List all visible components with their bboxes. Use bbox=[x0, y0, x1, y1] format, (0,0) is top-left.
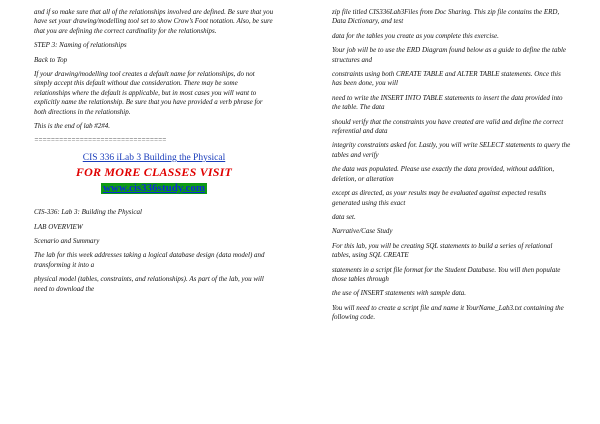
section-heading: Narrative/Case Study bbox=[332, 227, 393, 236]
paragraph: except as directed, as your results may be evaluated against expected results generated using this exact bbox=[332, 189, 547, 207]
section-heading: LAB OVERVIEW bbox=[34, 222, 83, 231]
left-column bbox=[34, 8, 274, 299]
course-title-link[interactable]: CIS 336 iLab 3 Building the Physical bbox=[82, 152, 226, 163]
paragraph: zip file titled CIS336Lab3Files from Doc Sharing. This zip file contains the ERD, Data Dictionary, and test bbox=[332, 8, 560, 26]
lab-title: CIS-336: Lab 3: Building the Physical bbox=[34, 208, 142, 217]
paragraph: If your drawing/modelling tool creates a default name for relationships, do not simply accept this default without due consideration. There may be some relationships where the default is applicable, but in most cases you will want to explicitly name the relationship. Be sure that you have provided a verb phrase for both directions in the relationship. bbox=[34, 70, 263, 116]
paragraph: the data was populated. Please use exactly the data provided, without addition, deletion, or alteration bbox=[332, 165, 555, 183]
end-of-lab-note: This is the end of lab #2#4. bbox=[34, 122, 111, 131]
paragraph: Your job will be to use the ERD Diagram found below as a guide to define the table structures and bbox=[332, 46, 567, 64]
paragraph: You will need to create a script file and name it YourName_Lab3.txt containing the following code. bbox=[332, 303, 564, 322]
paragraph: data set. bbox=[332, 212, 356, 221]
promo-heading: FOR MORE CLASSES VISIT bbox=[75, 165, 233, 180]
separator-rule: ================================ bbox=[34, 136, 166, 145]
paragraph: should verify that the constraints you have created are valid and define the correct referential and data bbox=[332, 117, 564, 136]
paragraph: data for the tables you create as you complete this exercise. bbox=[332, 31, 499, 40]
website-link[interactable]: www.cis336study.com bbox=[102, 181, 206, 194]
right-column bbox=[332, 8, 572, 328]
paragraph: integrity constraints asked for. Lastly, you will write SELECT statements to query the tables and verify bbox=[332, 141, 571, 159]
paragraph: For this lab, you will be creating SQL statements to build a series of relational tables, using SQL CREATE bbox=[332, 241, 553, 260]
section-heading: Scenario and Summary bbox=[34, 236, 100, 245]
step-heading: STEP 3: Naming of relationships bbox=[34, 41, 127, 50]
paragraph: the use of INSERT statements with sample data. bbox=[332, 289, 467, 298]
paragraph: need to write the INSERT INTO TABLE statements to insert the data provided into the table. The data bbox=[332, 93, 563, 112]
paragraph: physical model (tables, constraints, and relationships). As part of the lab, you will need to download the bbox=[34, 275, 264, 293]
back-to-top-label: Back to Top bbox=[34, 55, 68, 64]
paragraph: constraints using both CREATE TABLE and ALTER TABLE statements. Once this has been done, you will bbox=[332, 70, 561, 88]
paragraph: statements in a script file format for the Student Database. You will then populate those tables through bbox=[332, 265, 561, 283]
paragraph: and if so make sure that all of the relationships involved are defined. Be sure that you have set your drawing/modelling tool set to show Crow’s Foot notation. Also, be sure that you are defining the correct cardinality for the relationships. bbox=[34, 8, 274, 35]
paragraph: The lab for this week addresses taking a logical database design (data model) and transforming it into a bbox=[34, 251, 265, 269]
